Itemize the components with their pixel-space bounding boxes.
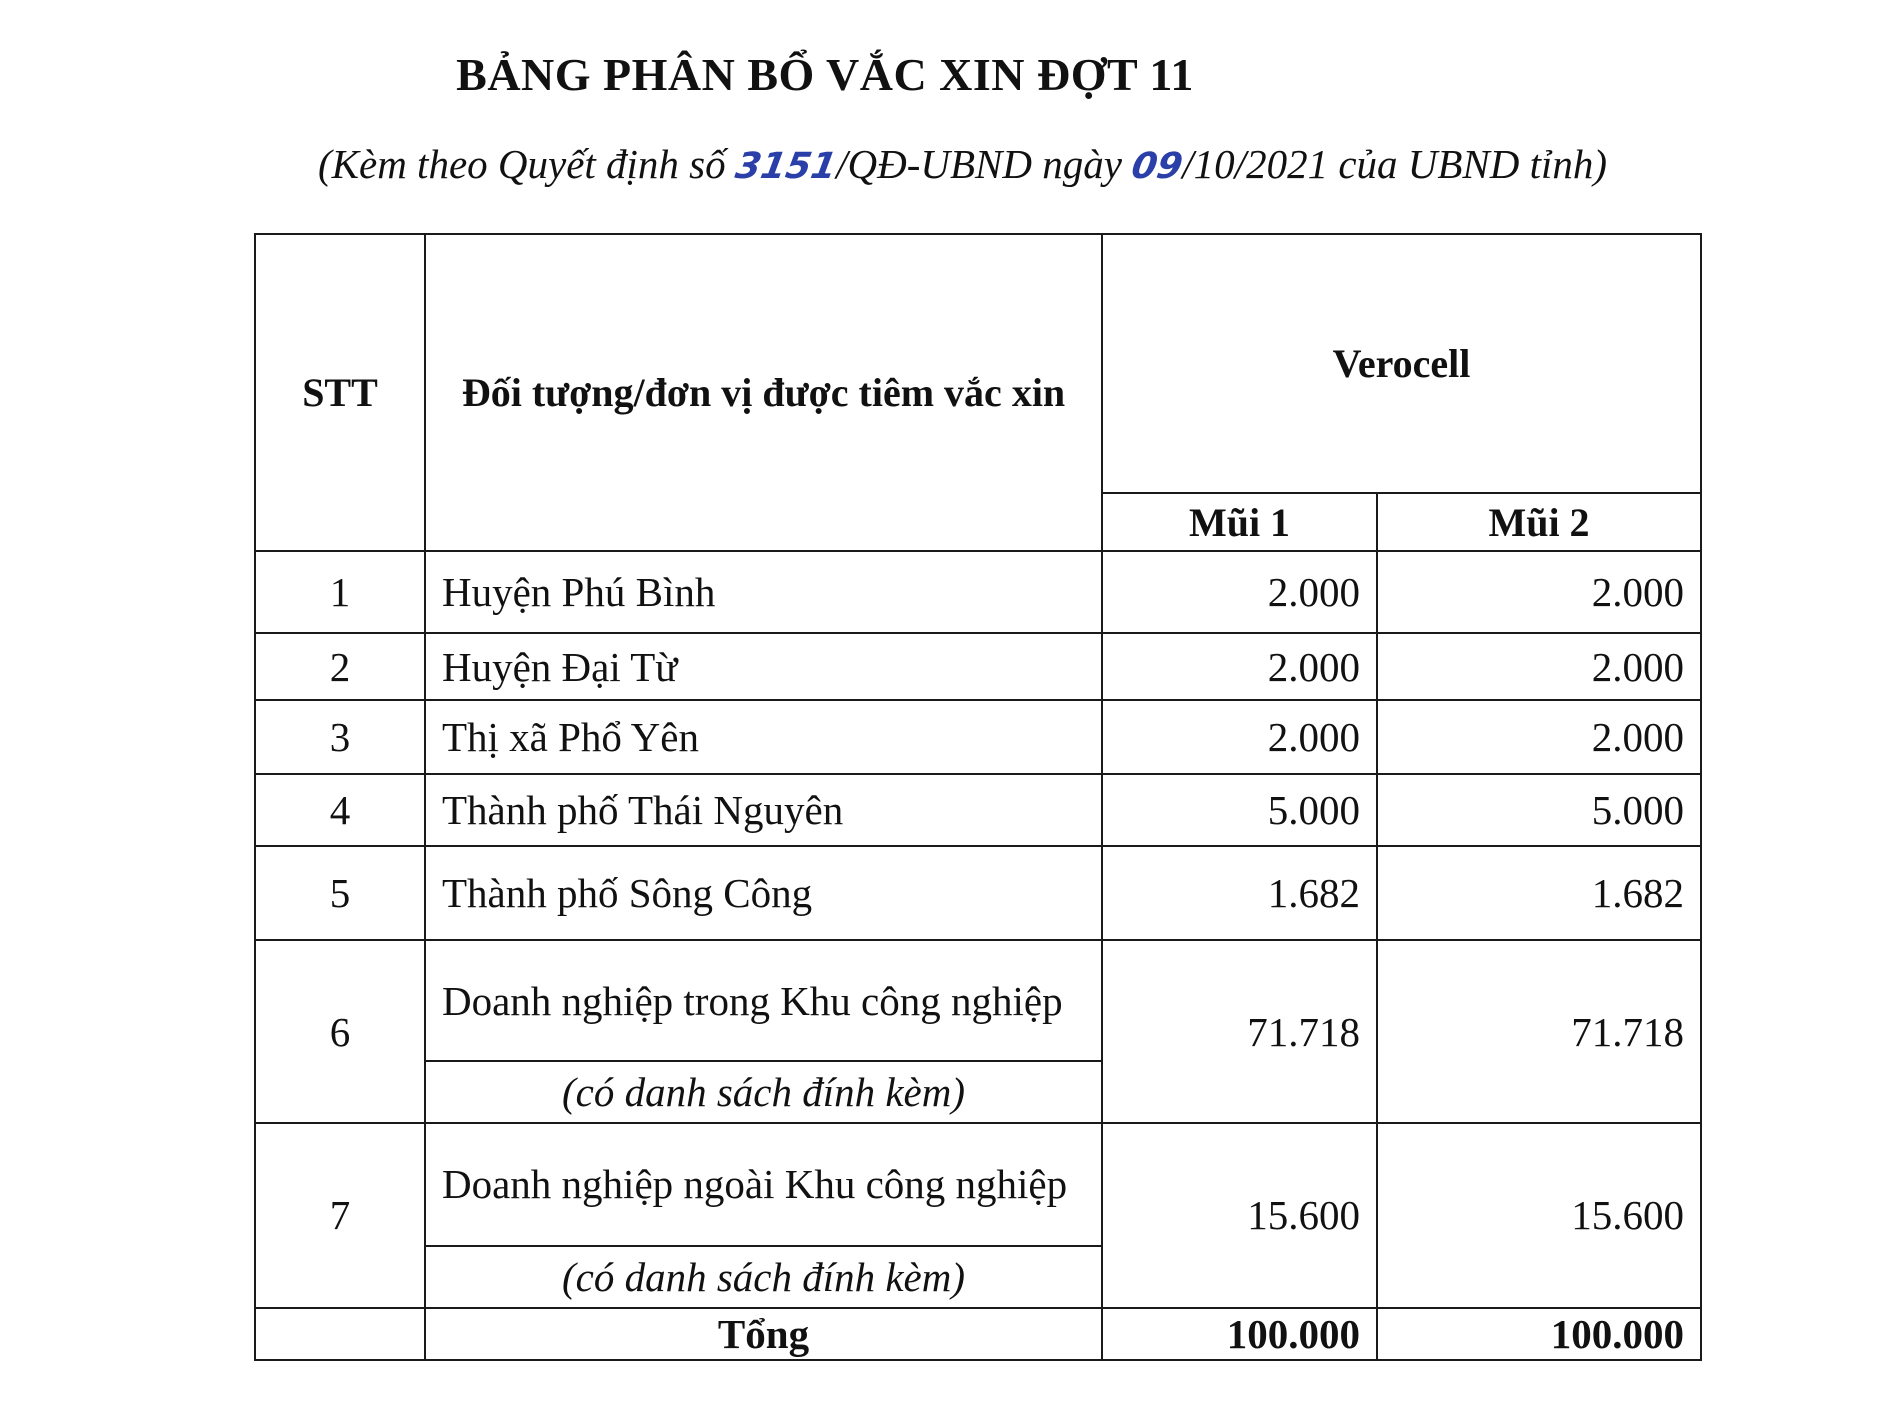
total-dose-1: 100.000 [1102,1308,1377,1360]
decision-number: 3151 [732,146,840,187]
row-dose-2: 71.718 [1377,940,1701,1123]
row-dose-1: 71.718 [1102,940,1377,1123]
total-label: Tổng [425,1308,1102,1360]
row-dose-1: 2.000 [1102,551,1377,633]
row-name: Huyện Phú Bình [425,551,1102,633]
allocation-table [254,233,1702,1361]
header-vaccine: Verocell [1102,234,1701,493]
header-row [255,234,1701,493]
subtitle-prefix: (Kèm theo Quyết định số [318,141,736,187]
row-stt: 4 [255,774,425,846]
document-title: BẢNG PHÂN BỔ VẮC XIN ĐỢT 11 [456,49,1194,100]
row-dose-2: 2.000 [1377,633,1701,699]
table-row [255,846,1701,940]
total-stt [255,1308,425,1360]
row-stt: 7 [255,1123,425,1308]
table-row [255,551,1701,633]
table-row [255,774,1701,846]
row-name: Huyện Đại Từ [425,633,1102,699]
row-stt: 3 [255,700,425,774]
row-dose-1: 2.000 [1102,700,1377,774]
row-dose-2: 5.000 [1377,774,1701,846]
row-dose-2: 2.000 [1377,551,1701,633]
row-dose-2: 2.000 [1377,700,1701,774]
header-stt: STT [255,234,425,551]
table-row [255,1123,1701,1245]
row-name: Doanh nghiệp trong Khu công nghiệp [425,940,1102,1060]
row-stt: 6 [255,940,425,1123]
total-dose-2: 100.000 [1377,1308,1701,1360]
row-dose-1: 1.682 [1102,846,1377,940]
row-name: Doanh nghiệp ngoài Khu công nghiệp [425,1123,1102,1245]
table-row [255,633,1701,699]
row-note: (có danh sách đính kèm) [425,1061,1102,1123]
row-dose-1: 15.600 [1102,1123,1377,1308]
row-stt: 5 [255,846,425,940]
total-row [255,1308,1701,1360]
row-dose-1: 2.000 [1102,633,1377,699]
header-dose-2: Mũi 2 [1377,493,1701,551]
decision-day: 09 [1128,146,1186,187]
document-subtitle [318,140,1718,188]
row-stt: 1 [255,551,425,633]
row-name: Thị xã Phổ Yên [425,700,1102,774]
table-row [255,940,1701,1060]
row-dose-2: 1.682 [1377,846,1701,940]
row-name: Thành phố Thái Nguyên [425,774,1102,846]
header-subject: Đối tượng/đơn vị được tiêm vắc xin [425,234,1102,551]
row-dose-2: 15.600 [1377,1123,1701,1308]
subtitle-mid: /QĐ-UBND ngày [836,141,1133,187]
row-stt: 2 [255,633,425,699]
table-row [255,700,1701,774]
row-dose-1: 5.000 [1102,774,1377,846]
subtitle-suffix: /10/2021 của UBND tỉnh) [1182,141,1608,187]
header-dose-1: Mũi 1 [1102,493,1377,551]
row-note: (có danh sách đính kèm) [425,1246,1102,1308]
row-name: Thành phố Sông Công [425,846,1102,940]
